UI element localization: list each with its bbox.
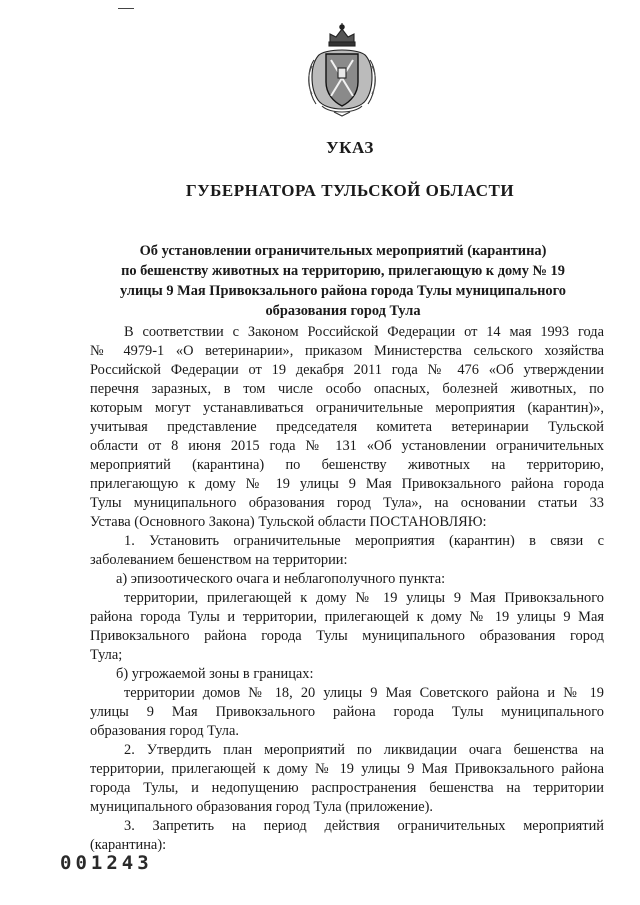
body-line: 1. Установить ограничительные мероприятия (карантин) в связи с — [124, 533, 604, 549]
body-line: образования город Тула. — [90, 723, 239, 739]
scan-mark — [118, 8, 134, 9]
issuer-title: ГУБЕРНАТОРА ТУЛЬСКОЙ ОБЛАСТИ — [185, 181, 515, 200]
subject-line: образования город Тула — [265, 303, 421, 319]
body-line: которым могут устанавливаться ограничительные мероприятия (карантин)», — [90, 400, 604, 416]
subject-line: улицы 9 Мая Привокзального района города Тулы муниципального — [120, 283, 566, 299]
decree-subject — [100, 241, 586, 321]
body-line: перечня заразных, в том числе особо опасных, болезней животных, по — [90, 381, 604, 397]
document-number: 001243 — [60, 852, 153, 874]
body-line: территории, прилегающей к дому № 19 улицы 9 Мая Привокзального — [124, 590, 604, 606]
body-line: учитывая представление председателя комитета ветеринарии Тульской — [90, 419, 604, 435]
tula-coat-of-arms-icon — [304, 22, 380, 118]
body-line: территории, прилегающей к дому № 19 улицы 9 Мая Привокзального района — [90, 761, 604, 777]
body-line: Привокзального района города Тулы муниципального образования город — [90, 628, 604, 644]
body-line: В соответствии с Законом Российской Федерации от 14 мая 1993 года — [124, 324, 604, 340]
body-line: улицы 9 Мая Привокзального района города Тулы муниципального — [90, 704, 604, 720]
body-line: Тулы муниципального образования город Тула», на основании статьи 33 — [90, 495, 604, 511]
decree-body — [90, 323, 604, 855]
decree-title: УКАЗ — [326, 138, 374, 157]
body-line: города Тулы, и недопущению распространения бешенства на территории — [90, 780, 604, 796]
subject-line: по бешенству животных на территорию, прилегающую к дому № 19 — [121, 263, 565, 279]
body-line: 2. Утвердить план мероприятий по ликвидации очага бешенства на — [124, 742, 604, 758]
body-line: № 4979-1 «О ветеринарии», приказом Министерства сельского хозяйства — [90, 343, 604, 359]
body-line: мероприятий (карантина) по бешенству животных на территорию, — [90, 457, 604, 473]
body-line: Российской Федерации от 19 декабря 2011 года № 476 «Об утверждении — [90, 362, 604, 378]
body-line: (карантина): — [90, 837, 167, 853]
body-line: территории домов № 18, 20 улицы 9 Мая Советского района и № 19 — [124, 685, 604, 701]
body-line: прилегающую к дому № 19 улицы 9 Мая Привокзального района города — [90, 476, 604, 492]
body-line: Тула; — [90, 647, 123, 663]
subject-line: Об установлении ограничительных мероприятий (карантина) — [139, 243, 547, 259]
body-line: муниципального образования город Тула (приложение). — [90, 799, 433, 815]
body-line: а) эпизоотического очага и неблагополучного пункта: — [116, 571, 446, 587]
body-line: 3. Запретить на период действия ограничительных мероприятий — [124, 818, 604, 834]
body-line: б) угрожаемой зоны в границах: — [116, 666, 314, 682]
body-line: района города Тулы и территории, прилегающей к дому № 19 улицы 9 Мая — [90, 609, 604, 625]
body-line: области от 8 июня 2015 года № 131 «Об установлении ограничительных — [90, 438, 604, 454]
body-line: заболеванием бешенством на территории: — [90, 552, 348, 568]
body-line: Устава (Основного Закона) Тульской области ПОСТАНОВЛЯЮ: — [90, 514, 487, 530]
